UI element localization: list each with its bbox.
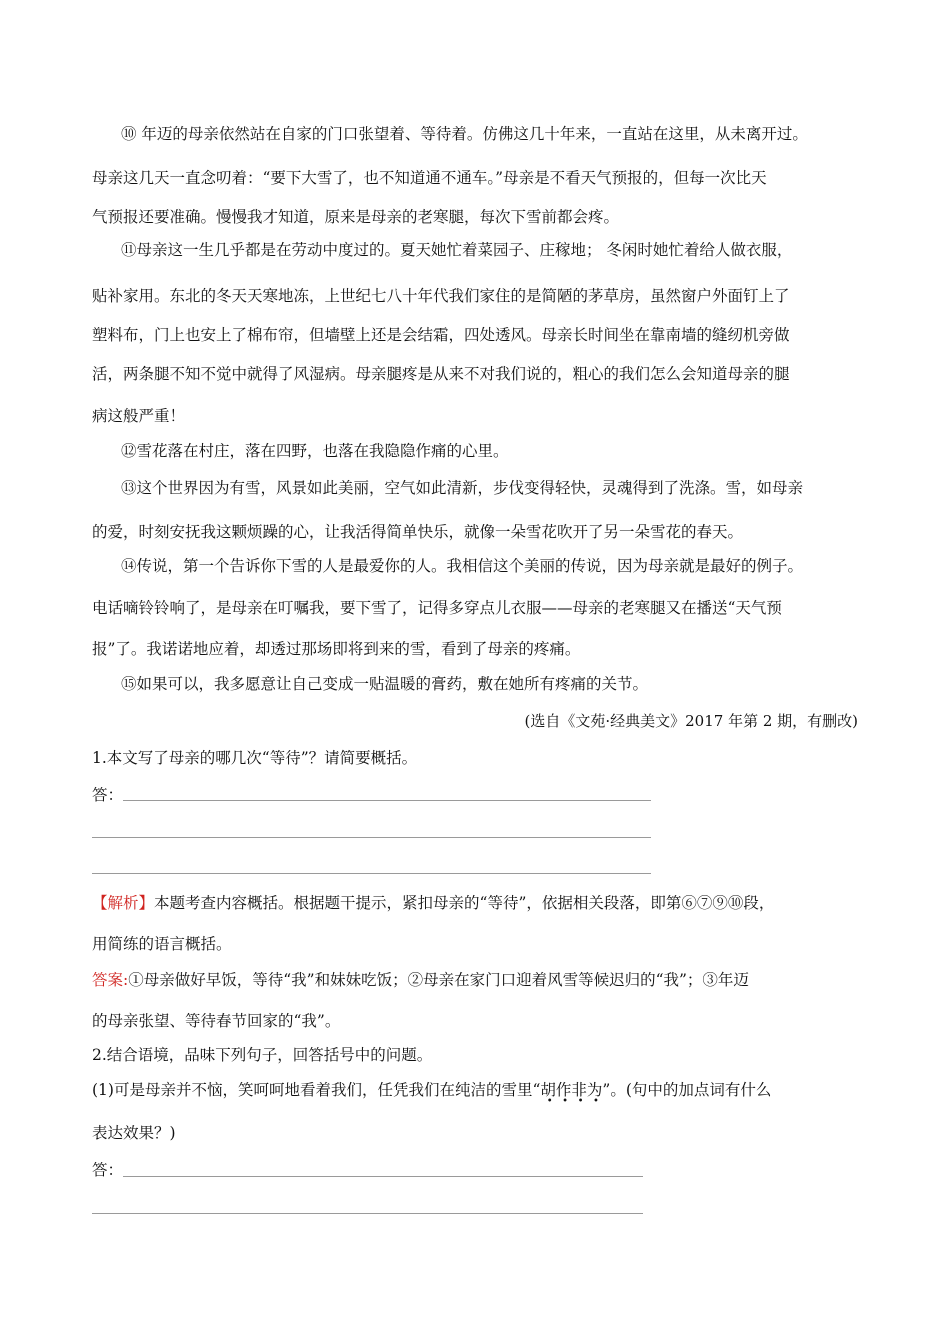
answer-label-2: 答： <box>92 1161 124 1179</box>
answer-line[interactable] <box>92 1213 643 1214</box>
paragraph-10-line-3: 气预报还要准确。慢慢我才知道，原来是母亲的老寒腿，每次下雪前都会疼。 <box>92 208 620 226</box>
paragraph-14-line-3: 报”了。我诺诺地应着，却透过那场即将到来的雪，看到了母亲的疼痛。 <box>92 640 581 658</box>
paragraph-11-line-2: 贴补家用。东北的冬天天寒地冻，上世纪七八十年代我们家住的是简陋的茅草房，虽然窗户外面钉上了 <box>92 287 790 305</box>
paragraph-14-line-1: ⑭传说，第一个告诉你下雪的人是最爱你的人。我相信这个美丽的传说，因为母亲就是最好的例子。 <box>121 557 804 575</box>
paragraph-11-line-3: 塑料布，门上也安上了棉布帘，但墙壁上还是会结霜，四处透风。母亲长时间坐在靠南墙的缝纫机旁做 <box>92 326 790 344</box>
sub1-text-before: (1)可是母亲并不恼，笑呵呵地看着我们，任凭我们在纯洁的雪里“ <box>92 1081 541 1099</box>
answer-line-1 <box>92 970 749 990</box>
question-1: 1.本文写了母亲的哪几次“等待”？请简要概括。 <box>92 749 418 767</box>
question-2: 2.结合语境，品味下列句子，回答括号中的问题。 <box>92 1046 433 1064</box>
analysis-text: 本题考查内容概括。根据题干提示，紧扣母亲的“等待”，依据相关段落，即第⑥⑦⑨⑩段， <box>154 894 775 912</box>
paragraph-13-line-2: 的爱，时刻安抚我这颗烦躁的心，让我活得简单快乐，就像一朵雪花吹开了另一朵雪花的春天。 <box>92 523 744 541</box>
answer-tag: 答案: <box>92 971 129 989</box>
answer-line[interactable] <box>92 837 651 838</box>
paragraph-10-line-1: ⑩ 年迈的母亲依然站在自家的门口张望着、等待着。仿佛这几十年来，一直站在这里，从未离开过。 <box>121 125 808 143</box>
analysis-line-1 <box>92 893 774 913</box>
sub1-text-after: ”。(句中的加点词有什么 <box>602 1081 772 1099</box>
paragraph-11-line-4: 活，两条腿不知不觉中就得了风湿病。母亲腿疼是从来不对我们说的，粗心的我们怎么会知道母亲的腿 <box>92 365 790 383</box>
analysis-tag: 【解析】 <box>92 894 155 912</box>
dotted-word <box>540 1080 603 1107</box>
question-2-sub-1-line-2: 表达效果？) <box>92 1124 176 1142</box>
dotted-word-text: 胡作非为 <box>540 1081 603 1099</box>
question-2-sub-1 <box>92 1080 772 1107</box>
answer-label-1: 答： <box>92 786 124 804</box>
paragraph-12: ⑫雪花落在村庄，落在四野，也落在我隐隐作痛的心里。 <box>121 442 509 460</box>
source-citation: (选自《文苑·经典美文》2017 年第 2 期，有删改) <box>524 712 858 730</box>
paragraph-10-line-2: 母亲这几天一直念叨着：“要下大雪了，也不知道通不通车。”母亲是不看天气预报的，但每一次比天 <box>92 169 767 187</box>
paragraph-14-line-2: 电话嘀铃铃响了，是母亲在叮嘱我，要下雪了，记得多穿点儿衣服——母亲的老寒腿又在播送“天气预 <box>92 599 782 617</box>
answer-text: ①母亲做好早饭，等待“我”和妹妹吃饭；②母亲在家门口迎着风雪等候迟归的“我”；③年迈 <box>128 971 749 989</box>
answer-line[interactable] <box>92 873 651 874</box>
paragraph-15: ⑮如果可以，我多愿意让自己变成一贴温暖的膏药，敷在她所有疼痛的关节。 <box>121 675 649 693</box>
analysis-line-2: 用简练的语言概括。 <box>92 935 232 953</box>
answer-line[interactable] <box>123 1176 643 1177</box>
answer-line-2: 的母亲张望、等待春节回家的“我”。 <box>92 1012 341 1030</box>
emphasis-dots: • • • • <box>540 1096 599 1107</box>
paragraph-13-line-1: ⑬这个世界因为有雪，风景如此美丽，空气如此清新，步伐变得轻快，灵魂得到了洗涤。雪，如母亲 <box>121 479 804 497</box>
answer-line[interactable] <box>123 800 651 801</box>
paragraph-11-line-5: 病这般严重！ <box>92 407 186 425</box>
paragraph-11-line-1: ⑪母亲这一生几乎都是在劳动中度过的。夏天她忙着菜园子、庄稼地； 冬闲时她忙着给人做衣服， <box>121 241 793 259</box>
